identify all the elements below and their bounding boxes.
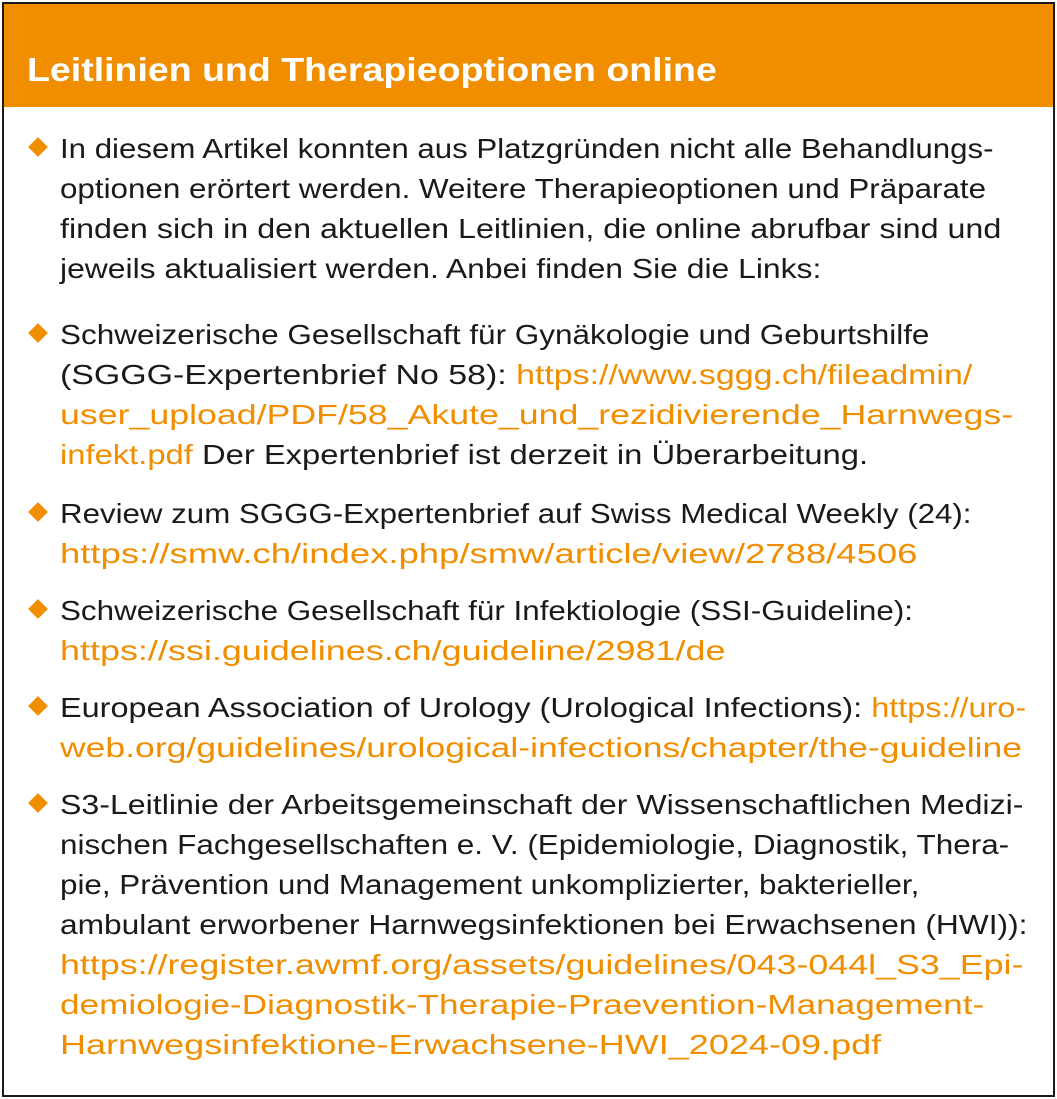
item-text-line — [60, 249, 821, 289]
diamond-bullet-icon — [28, 599, 48, 619]
diamond-bullet-icon — [28, 502, 48, 522]
item-text: S3-Leitlinie der Arbeitsgemeinschaft der Wissenschaftlichen Medizi- — [60, 789, 1024, 820]
item-text: Schweizerische Gesellschaft für Gynäkologie und Geburtshilfe — [60, 319, 930, 350]
item-text: European Association of Urology (Urological Infections): — [60, 692, 872, 723]
guideline-link[interactable]: https://www.sggg.ch/fileadmin/ — [516, 359, 973, 390]
info-box — [2, 2, 1055, 1097]
diamond-bullet-icon — [28, 696, 48, 716]
item-text-line — [60, 591, 913, 631]
diamond-bullet-icon — [28, 793, 48, 813]
item-text: optionen erörtert werden. Weitere Therapieoptionen und Präparate — [60, 173, 987, 204]
item-text: (SGGG-Expertenbrief No 58): — [60, 359, 517, 390]
item-text-line — [60, 631, 725, 671]
item-text-line — [60, 905, 1027, 945]
item-text-line — [60, 985, 984, 1025]
guideline-link[interactable]: https://ssi.guidelines.ch/guideline/2981/de — [60, 635, 726, 666]
diamond-bullet-icon — [28, 323, 48, 343]
item-text-line — [60, 129, 993, 169]
item-text: In diesem Artikel konnten aus Platzgründen nicht alle Behandlungs- — [60, 133, 994, 164]
guideline-link[interactable]: demiologie-Diagnostik-Therapie-Praevention-Management- — [60, 989, 985, 1020]
guideline-link[interactable]: https://smw.ch/index.php/smw/article/view/2788/4506 — [60, 538, 918, 569]
item-text-line — [60, 825, 1009, 865]
item-text-line — [60, 728, 1022, 768]
guideline-link[interactable]: web.org/guidelines/urological-infections/chapter/the-guideline — [60, 732, 1023, 763]
item-text: nischen Fachgesellschaften e. V. (Epidemiologie, Diagnostik, Thera- — [60, 829, 1010, 860]
box-header — [4, 4, 1053, 107]
item-text: ambulant erworbener Harnwegsinfektionen bei Erwachsenen (HWI)): — [60, 909, 1028, 940]
box-title: Leitlinien und Therapieoptionen online — [27, 51, 717, 88]
guideline-link[interactable]: https://register.awmf.org/assets/guidelines/043-044l_S3_Epi- — [60, 949, 1024, 980]
diamond-bullet-icon — [28, 137, 48, 157]
item-text-line — [60, 865, 919, 905]
item-text: finden sich in den aktuellen Leitlinien, die online abrufbar sind und — [60, 213, 1002, 244]
item-text-line — [60, 1025, 881, 1065]
item-text: pie, Prävention und Management unkomplizierter, bakterieller, — [60, 869, 920, 900]
item-text: Der Expertenbrief ist derzeit in Überarbeitung. — [192, 439, 869, 470]
item-text-line — [60, 534, 917, 574]
item-text-line — [60, 785, 1023, 825]
item-text-line — [60, 209, 1001, 249]
item-text-line — [60, 315, 929, 355]
item-text-line — [60, 494, 971, 534]
item-text-line — [60, 395, 1013, 435]
item-text-line — [60, 355, 972, 395]
guideline-link[interactable]: https://uro- — [871, 692, 1027, 723]
item-text: Review zum SGGG-Expertenbrief auf Swiss Medical Weekly (24): — [60, 498, 972, 529]
item-text-line — [60, 169, 986, 209]
item-text: Schweizerische Gesellschaft für Infektiologie (SSI-Guideline): — [60, 595, 914, 626]
guideline-link[interactable]: infekt.pdf — [60, 439, 193, 470]
item-text: jeweils aktualisiert werden. Anbei finden Sie die Links: — [60, 253, 822, 284]
item-text-line — [60, 688, 1026, 728]
guideline-link[interactable]: Harnwegsinfektione-Erwachsene-HWI_2024-09.pdf — [60, 1029, 882, 1060]
item-text-line — [60, 435, 868, 475]
item-text-line — [60, 945, 1023, 985]
guideline-link[interactable]: user_upload/PDF/58_Akute_und_rezidivierende_Harnwegs- — [60, 399, 1014, 430]
